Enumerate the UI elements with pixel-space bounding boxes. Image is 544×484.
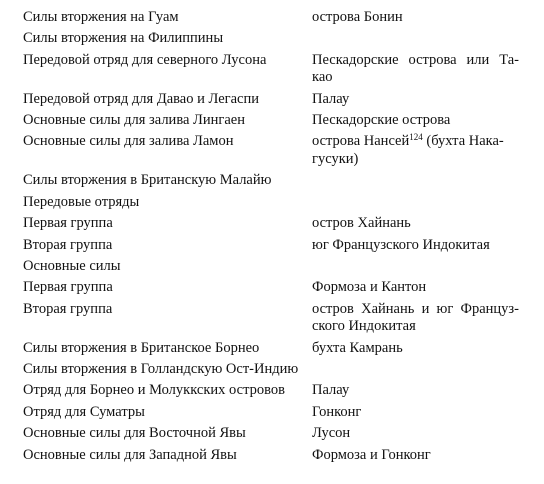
origin-line: Лусон: [312, 425, 351, 442]
table-row: [23, 361, 519, 379]
force-name: Передовой отряд для Давао и Легаспи: [23, 90, 260, 107]
table-row: [23, 301, 519, 336]
origin-location: [312, 237, 519, 255]
origin-location: [312, 91, 519, 109]
origin-location: [312, 133, 519, 168]
force-name: Вторая группа: [23, 300, 113, 317]
origin-line: остров Хайнань: [312, 215, 411, 232]
table-row: [23, 172, 519, 190]
origin-location: [312, 382, 519, 400]
force-name: Первая группа: [23, 215, 113, 232]
force-name: Основные силы для Восточной Явы: [23, 425, 246, 442]
origin-text: острова Нансей: [312, 133, 410, 150]
origin-line: Палау: [312, 382, 350, 399]
force-name: Первая группа: [23, 279, 113, 296]
force-name: Силы вторжения в Британское Борнео: [23, 339, 260, 356]
origin-location: [312, 52, 519, 87]
table-row: [23, 340, 519, 358]
origin-line: Гонконг: [312, 403, 362, 420]
origin-location: [312, 447, 519, 465]
origin-location: [312, 215, 519, 233]
table-row: [23, 279, 519, 297]
force-name: Силы вторжения в Британскую Малайю: [23, 172, 272, 189]
origin-location: [312, 9, 519, 27]
origin-line: Формоза и Кантон: [312, 279, 427, 296]
table-row: [23, 404, 519, 422]
origin-text-continued: (бухта Нака-: [422, 133, 504, 150]
origin-line: Формоза и Гонконг: [312, 446, 431, 463]
origin-location: [312, 340, 519, 358]
table-row: [23, 237, 519, 255]
table-row: [23, 133, 519, 168]
origin-location: [312, 425, 519, 443]
origin-line: остров Хайнань и юг Француз-: [312, 300, 519, 317]
origin-location: [312, 301, 519, 336]
force-name: Основные силы: [23, 257, 121, 274]
origin-line: Пескадорские острова или Та-: [312, 51, 519, 68]
force-name: Основные силы для залива Ламон: [23, 133, 234, 150]
table-row: [23, 30, 519, 48]
origin-line: Палау: [312, 90, 350, 107]
table-row: [23, 9, 519, 27]
origin-line: гусуки): [312, 150, 359, 167]
origin-location: [312, 404, 519, 422]
table-row: [23, 91, 519, 109]
origin-line: [312, 133, 519, 151]
table-row: [23, 194, 519, 212]
force-name: Основные силы для залива Лингаен: [23, 112, 245, 129]
origin-location: [312, 279, 519, 297]
origin-line: ского Индокитая: [312, 318, 416, 335]
origin-line: бухта Камрань: [312, 339, 403, 356]
table-row: [23, 52, 519, 87]
footnote-marker: 124: [409, 132, 423, 143]
origin-line: острова Бонин: [312, 9, 403, 25]
origin-location: [312, 112, 519, 130]
force-name: Отряд для Суматры: [23, 403, 145, 420]
forces-table: [23, 9, 519, 468]
table-row: [23, 382, 519, 400]
origin-line: юг Французского Индокитая: [312, 236, 490, 253]
origin-line: као: [312, 69, 333, 86]
force-name: Силы вторжения на Гуам: [23, 9, 179, 25]
force-name: Передовой отряд для северного Лусона: [23, 51, 267, 68]
force-name: Основные силы для Западной Явы: [23, 446, 237, 463]
force-name: Передовые отряды: [23, 193, 140, 210]
force-name: Силы вторжения на Филиппины: [23, 30, 224, 47]
force-name: Силы вторжения в Голландскую Ост-Индию: [23, 360, 299, 377]
table-row: [23, 215, 519, 233]
table-row: [23, 112, 519, 130]
force-name: Вторая группа: [23, 236, 113, 253]
table-row: [23, 425, 519, 443]
force-name: Отряд для Борнео и Молуккских островов: [23, 382, 285, 399]
origin-line: Пескадорские острова: [312, 112, 451, 129]
table-row: [23, 258, 519, 276]
table-row: [23, 447, 519, 465]
